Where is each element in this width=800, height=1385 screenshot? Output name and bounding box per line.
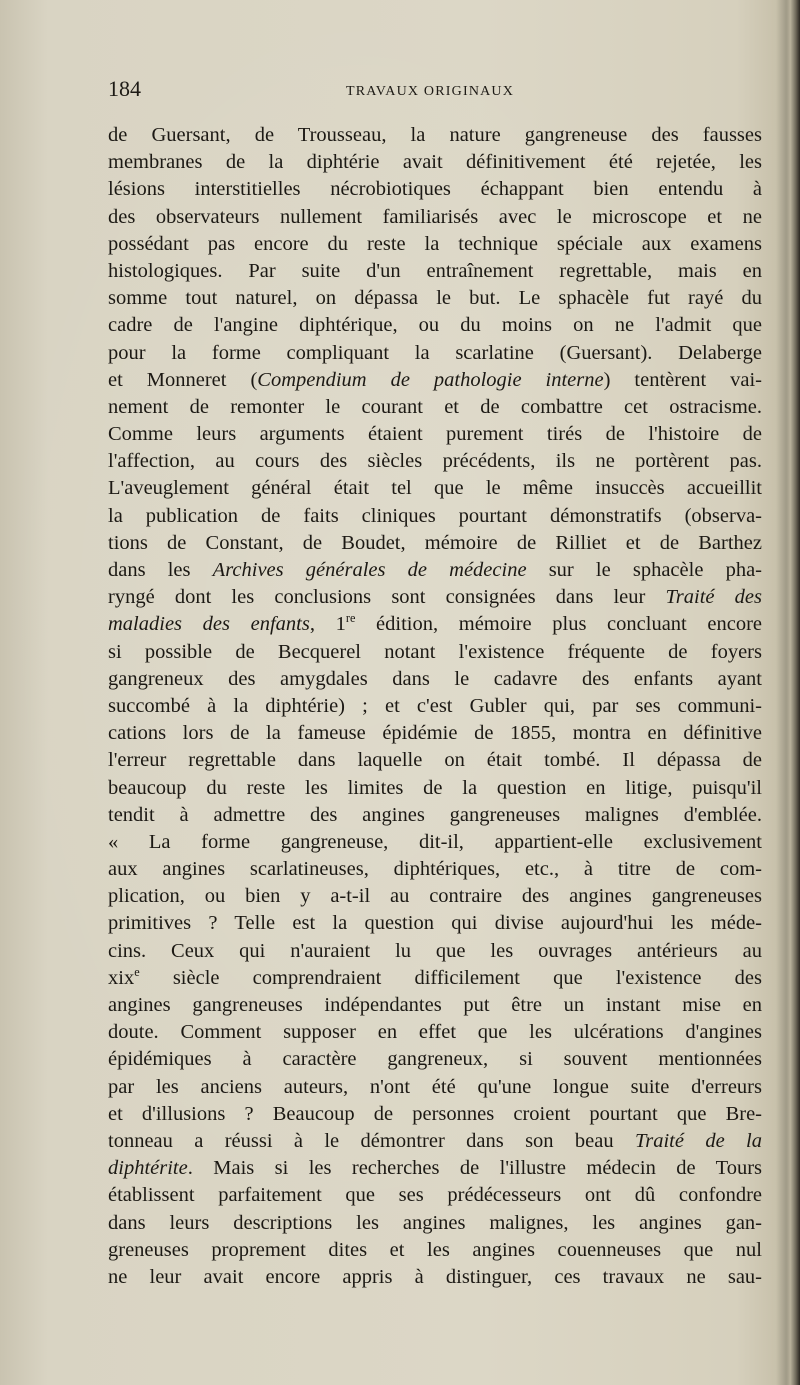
text-segment: diphtérite xyxy=(108,1157,188,1180)
text-segment: , 1 xyxy=(309,613,346,636)
text-segment: si possible de Becquerel notant l'existence fréquente de foyers xyxy=(108,640,762,663)
text-segment: l'erreur regrettable dans laquelle on était tombé. Il dépassa de xyxy=(108,749,762,772)
text-line xyxy=(108,802,762,829)
text-line xyxy=(108,910,762,937)
text-segment: ) tentèrent vai- xyxy=(603,368,762,391)
text-segment: ne leur avait encore appris à distinguer, ces travaux ne sau- xyxy=(108,1265,762,1288)
text-line xyxy=(108,611,762,638)
text-line xyxy=(108,340,762,367)
text-segment: angines gangreneuses indépendantes put être un instant mise en xyxy=(108,994,762,1016)
text-segment: établissent parfaitement que ses prédécesseurs ont dû confondre xyxy=(108,1184,762,1207)
page-header xyxy=(108,76,758,106)
text-segment: « La forme gangreneuse, dit-il, appartient-elle exclusivement xyxy=(108,830,762,853)
text-segment: cadre de l'angine diphtérique, ou du moins on ne l'admit que xyxy=(108,314,762,337)
text-line xyxy=(108,584,762,611)
text-segment: sur le sphacèle pha- xyxy=(526,559,763,581)
text-segment: l'affection, au cours des siècles précédents, ils ne portèrent pas. xyxy=(108,450,762,473)
body-text xyxy=(108,122,768,1291)
text-segment: épidémiques à caractère gangreneux, si souvent mentionnées xyxy=(108,1048,762,1071)
text-segment: lésions interstitielles nécrobiotiques échappant bien entendu à xyxy=(108,178,762,201)
text-segment: dans les xyxy=(108,559,213,581)
text-segment: histologiques. Par suite d'un entraînement regrettable, mais en xyxy=(108,259,762,282)
text-segment: Comme leurs arguments étaient purement tirés de l'histoire de xyxy=(108,423,762,446)
text-segment: membranes de la diphtérie avait définitivement été rejetée, les xyxy=(108,151,762,174)
text-line xyxy=(108,1182,762,1209)
text-segment: aux angines scarlatineuses, diphtériques, etc., à titre de com- xyxy=(108,858,762,881)
text-segment: Archives générales de médecine xyxy=(212,559,527,581)
text-segment: beaucoup du reste les limites de la question en litige, puisqu'il xyxy=(108,776,762,799)
text-line xyxy=(108,639,762,666)
text-segment: plication, ou bien y a-t-il au contraire des angines gangreneuses xyxy=(108,885,762,908)
text-line xyxy=(108,775,762,802)
text-line xyxy=(108,503,762,530)
text-segment: gangreneux des amygdales dans le cadavre des enfants ayant xyxy=(108,667,762,690)
text-segment: somme tout naturel, on dépassa le but. Le sphacèle fut rayé du xyxy=(108,287,762,310)
text-segment: siècle comprendraient difficilement que l'existence des xyxy=(139,966,762,989)
text-line xyxy=(108,448,762,475)
page-number: 184 xyxy=(108,76,141,101)
text-segment: Compendium de pathologie interne xyxy=(257,368,604,391)
text-segment: maladies des enfants xyxy=(108,613,310,636)
text-segment: xix xyxy=(108,966,135,989)
running-head: TRAVAUX ORIGINAUX xyxy=(346,84,515,99)
text-line xyxy=(108,747,762,774)
text-line xyxy=(108,1019,762,1046)
text-segment: de Guersant, de Trousseau, la nature gangreneuse des fausses xyxy=(108,124,762,146)
text-segment: tonneau a réussi à le démontrer dans son beau xyxy=(108,1129,635,1152)
text-line xyxy=(108,992,762,1019)
text-line xyxy=(108,856,762,883)
text-segment: tendit à admettre des angines gangreneuses malignes d'emblée. xyxy=(108,803,762,826)
text-segment: primitives ? Telle est la question qui divise aujourd'hui les méde- xyxy=(108,912,762,935)
text-line xyxy=(108,475,762,502)
text-line xyxy=(108,1046,762,1073)
text-segment: des observateurs nullement familiarisés avec le microscope et ne xyxy=(108,205,762,228)
text-line xyxy=(108,122,762,149)
text-line xyxy=(108,720,762,747)
text-line xyxy=(108,1128,762,1155)
text-line xyxy=(108,829,762,856)
text-segment: L'aveuglement général était tel que le même insuccès accueillit xyxy=(108,477,762,500)
text-line xyxy=(108,1237,762,1264)
text-line xyxy=(108,1101,762,1128)
text-line xyxy=(108,204,762,231)
text-segment: la publication de faits cliniques pourtant démonstratifs (observa- xyxy=(108,504,762,527)
text-line xyxy=(108,312,762,339)
text-line xyxy=(108,421,762,448)
text-segment: ryngé dont les conclusions sont consignées dans leur xyxy=(108,586,666,609)
text-segment: succombé à la diphtérie) ; et c'est Gubler qui, par ses communi- xyxy=(108,694,762,717)
text-segment: Traité des xyxy=(665,586,762,609)
text-segment: tions de Constant, de Boudet, mémoire de Rilliet et de Barthez xyxy=(108,531,762,554)
text-line xyxy=(108,176,762,203)
text-segment: . Mais si les recherches de l'illustre médecin de Tours xyxy=(187,1157,762,1180)
text-line xyxy=(108,149,762,176)
text-segment: doute. Comment supposer en effet que les ulcérations d'angines xyxy=(108,1021,762,1044)
text-segment: pour la forme compliquant la scarlatine (Guersant). Delaberge xyxy=(108,341,762,364)
text-line xyxy=(108,1264,762,1291)
text-segment: possédant pas encore du reste la technique spéciale aux examens xyxy=(108,232,762,255)
text-line xyxy=(108,693,762,720)
text-line xyxy=(108,530,762,557)
text-line xyxy=(108,285,762,312)
text-segment: re xyxy=(345,611,356,626)
text-line xyxy=(108,1074,762,1101)
text-line xyxy=(108,1210,762,1237)
text-line xyxy=(108,557,762,584)
text-line xyxy=(108,938,762,965)
text-segment: Traité de la xyxy=(634,1129,762,1152)
text-line xyxy=(108,394,762,421)
text-segment: greneuses proprement dites et les angines couenneuses que nul xyxy=(108,1238,762,1261)
text-line xyxy=(108,231,762,258)
text-segment: édition, mémoire plus concluant encore xyxy=(355,613,763,636)
text-line xyxy=(108,965,762,992)
text-segment: nement de remonter le courant et de combattre cet ostracisme. xyxy=(108,395,762,418)
text-line xyxy=(108,666,762,693)
page-edge-shadow xyxy=(786,0,800,1385)
text-segment: et Monneret ( xyxy=(108,368,258,391)
text-line xyxy=(108,1155,762,1182)
text-segment: cins. Ceux qui n'auraient lu que les ouvrages antérieurs au xyxy=(108,939,762,962)
text-segment: par les anciens auteurs, n'ont été qu'une longue suite d'erreurs xyxy=(108,1075,762,1098)
text-line xyxy=(108,258,762,285)
text-line xyxy=(108,883,762,910)
text-segment: cations lors de la fameuse épidémie de 1855, montra en définitive xyxy=(108,722,762,745)
text-line xyxy=(108,367,762,394)
text-segment: e xyxy=(134,964,140,979)
text-segment: dans leurs descriptions les angines malignes, les angines gan- xyxy=(108,1211,762,1234)
text-segment: et d'illusions ? Beaucoup de personnes croient pourtant que Bre- xyxy=(108,1102,762,1125)
